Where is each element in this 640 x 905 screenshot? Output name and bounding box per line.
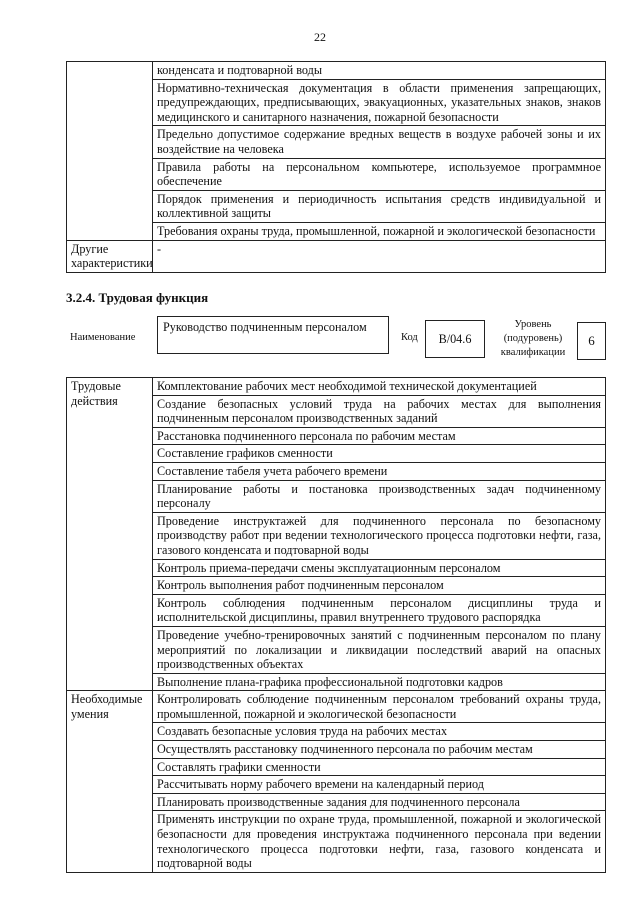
table-row: [67, 240, 606, 272]
page-number: 22: [314, 30, 326, 44]
group-label: Трудовые действия: [67, 378, 153, 691]
list-item: Планирование работы и постановка производственных задач подчиненному персоналу: [153, 480, 606, 512]
list-item: Проведение учебно-тренировочных занятий с подчиненным персоналом по плану мероприятий по локализации и ликвидации последствий аварий на опасных производственных объектах: [153, 626, 606, 673]
function-code-box: [425, 320, 485, 358]
list-item: Применять инструкции по охране труда, промышленной, пожарной и экологической безопасности для проведения инструктажа подчиненного персонала при ведении технологического процесса подготовки нефти, газа, газового конденсата и подтоварной воды: [153, 811, 606, 872]
table-row: [67, 62, 606, 80]
list-item: Комплектование рабочих мест необходимой технической документацией: [153, 378, 606, 396]
function-code-value: B/04.6: [438, 332, 472, 346]
list-item: Составление графиков сменности: [153, 445, 606, 463]
list-item: Создание безопасных условий труда на рабочих местах для выполнения подчиненным персоналом производственных заданий: [153, 395, 606, 427]
row-text: Нормативно-техническая документация в области применения запрещающих, предупреждающих, предписывающих, эвакуационных, указательных знаков, знаков медицинского и санитарного назначения, пожарной безопасности: [153, 79, 606, 126]
function-name-value: Руководство подчиненным персоналом: [163, 320, 367, 334]
row-text: конденсата и подтоварной воды: [153, 62, 606, 80]
qualification-level-box: [577, 322, 606, 360]
list-item: Выполнение плана-графика профессиональной подготовки кадров: [153, 673, 606, 691]
requirements-table-continued: [66, 61, 606, 273]
table-row: [67, 378, 606, 396]
row-text: Предельно допустимое содержание вредных веществ в воздухе рабочей зоны и их воздействие на человека: [153, 126, 606, 158]
labor-function-table: [66, 377, 606, 873]
list-item: Составлять графики сменности: [153, 758, 606, 776]
qualification-level-label: Уровень (подуровень) квалификации: [500, 319, 566, 358]
row-label: Другие характеристики: [67, 240, 153, 272]
list-item: Осуществлять расстановку подчиненного персонала по рабочим местам: [153, 741, 606, 759]
code-label: Код: [401, 332, 418, 343]
row-text: -: [153, 240, 606, 272]
list-item: Планировать производственные задания для подчиненного персонала: [153, 793, 606, 811]
list-item: Составление табеля учета рабочего времени: [153, 462, 606, 480]
table-row: [67, 691, 606, 723]
list-item: Контроль соблюдения подчиненным персоналом дисциплины труда и исполнительской дисциплины, правил внутреннего трудового распорядка: [153, 594, 606, 626]
list-item: Контролировать соблюдение подчиненным персоналом требований охраны труда, промышленной, пожарной и экологической безопасности: [153, 691, 606, 723]
function-name-box: [157, 316, 389, 354]
list-item: Проведение инструктажей для подчиненного персонала по безопасному производству работ при ведении технологического процесса подготовки нефти, газа, газового конденсата и подтоварной воды: [153, 512, 606, 559]
row-text: Правила работы на персональном компьютере, используемое программное обеспечение: [153, 158, 606, 190]
list-item: Расстановка подчиненного персонала по рабочим местам: [153, 427, 606, 445]
list-item: Рассчитывать норму рабочего времени на календарный период: [153, 776, 606, 794]
name-label: Наименование: [70, 332, 136, 343]
row-label-empty: [67, 62, 153, 241]
row-text: Требования охраны труда, промышленной, пожарной и экологической безопасности: [153, 222, 606, 240]
group-label: Необходимые умения: [67, 691, 153, 873]
list-item: Контроль выполнения работ подчиненным персоналом: [153, 577, 606, 595]
row-text: Порядок применения и периодичность испытания средств индивидуальной и коллективной защиты: [153, 190, 606, 222]
list-item: Контроль приема-передачи смены эксплуатационным персоналом: [153, 559, 606, 577]
section-title: 3.2.4. Трудовая функция: [66, 290, 209, 305]
list-item: Создавать безопасные условия труда на рабочих местах: [153, 723, 606, 741]
qualification-level-value: 6: [588, 333, 595, 348]
